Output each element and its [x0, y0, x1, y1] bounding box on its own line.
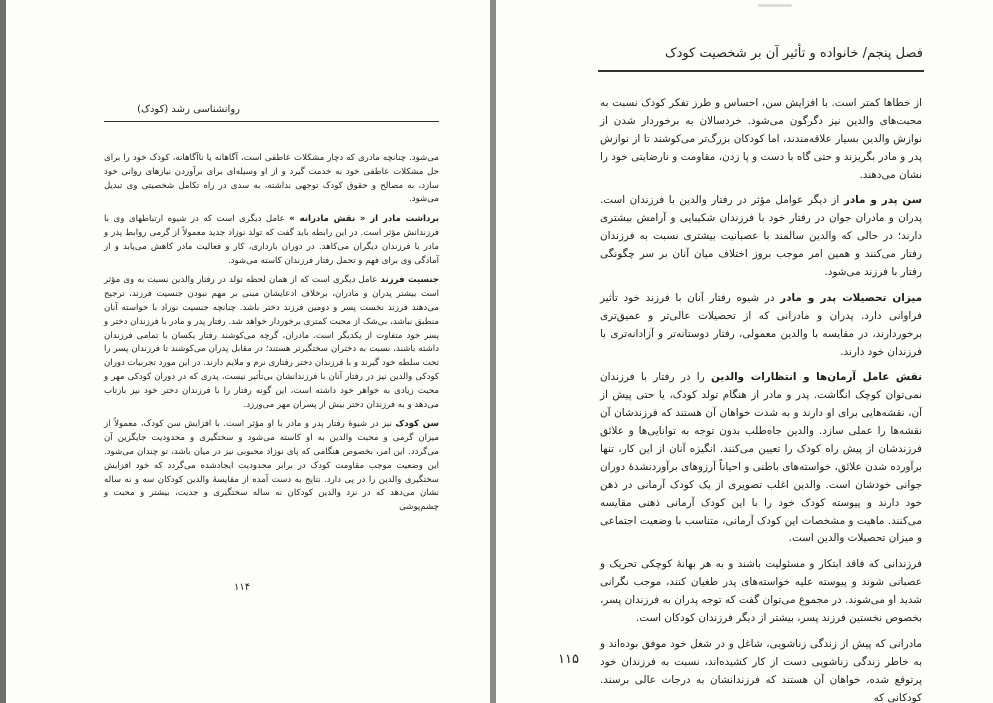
paragraph: سن پدر و مادر از دیگر عوامل مؤثر در رفتار والدین با فرزندان است. پدران و مادران جوان در رفتار خود با فرزندان شکیبایی و آرامش بیشتری دارند؛ در حالی که والدین سالمند با عصبانیت بیشتری نسبت به فرزندان رفتار می‌کنند و همین امر موجب بروز اختلاف میان آنان بر سر چگونگی رفتار با فرزند می‌شود. [600, 194, 922, 279]
paragraph: می‌شود. چنانچه مادری که دچار مشکلات عاطفی است، آگاهانه یا ناآگاهانه، کودک خود را برای حل مشکلات عاطفی خود به خدمت گیرد و از او وسیله‌ای برای برآوردن نیازهای روانی خود سازد، به مصالح و حقوق کودک توجهی نداشته، به سدی در راه تکامل شخصیتی وی تبدیل می‌شود. [104, 153, 439, 205]
paragraph: میزان تحصیلات پدر و مادر در شیوه رفتار آنان با فرزند خود تأثیر فراوانی دارد. پدران و مادرانی که از تحصیلات عالی‌تر و عمیق‌تری برخوردارند، در مقایسه با والدین معمولی، رفتار دوستانه‌تر و آزادانه‌تری با فرزندان خود دارند. [600, 291, 923, 358]
left-running-header: روانشناسی رشد (کودک) [137, 104, 240, 115]
right-header-rule [598, 70, 924, 72]
paragraph: مادرانی که پیش از زندگی زناشویی، شاغل و در شغل خود موفق بوده‌اند و به خاطر زندگی زناشویی دست از کار کشیده‌اند، نسبت به فرزندان خود پرتوقع شده، خواهان آن هستند که فرزندانشان به درجات عالی برسند. کودکانی که [600, 637, 922, 703]
right-page [496, 0, 993, 703]
right-body-text [600, 95, 922, 703]
right-running-header: فصل پنجم/ خانواده و تأثیر آن بر شخصیت کودک [665, 46, 923, 61]
paragraph: از خطاها کمتر است. با افزایش سن، احساس و طرز تفکر کودک نسبت به محبت‌های والدین نیز دگرگون می‌شود. خردسالان به برخوردار شدن از نوازش والدین بسیار علاقه‌مندند، اما کودکان بزرگ‌تر می‌کوشند تا از نوازش پدر و مادر بگریزند و حتی گاه با دست و پا زدن، مقاومت و نارضایتی خود را نشان می‌دهند. [600, 97, 922, 181]
left-page [6, 0, 490, 703]
left-header-rule [104, 121, 439, 122]
scan-mark [758, 4, 792, 7]
paragraph: نقش عامل آرمان‌ها و انتظارات والدین را در رفتار با فرزندان نمی‌توان کوچک انگاشت. پدر و مادر از هنگام تولد کودک، یا حتی پیش از آن، نقشه‌هایی برای او دارند و به شدت خواهان آن هستند که فرزندشان آن نقشه‌ها را عملی سازد. والدین جاه‌طلب بدون توجه به توانایی‌ها و علائق فرزندشان از پیش راه کودک را تعیین می‌کنند. انگیزه آنان از این کار، تنها برآورده شدن علائق، خواسته‌های باطنی و احیاناً آرزوهای برآوردنشدهٔ دوران جوانی خودشان است. والدین اغلب تصویری از یک کودک آرمانی در ذهن خود دارند و پیوسته کودک خود را با این کودک آرمانی ذهنی مقایسه می‌کنند. ماهیت و مشخصات این کودک آرمانی، متناسب با وضعیت اجتماعی و میزان تحصیلات والدین است. [600, 371, 922, 545]
paragraph: برداشت مادر از « نقش مادرانه » عامل دیگری است که در شیوه ارتباطهای وی با فرزندانش مؤثر است. در این رابطه باید گفت که تولد نوزاد جدید معمولاً از گرمی روابط پدر و مادر با فرزندان دیگران می‌کاهد. در دوران بارداری، کار و فعالیت مادر کاهش می‌یابد و از آمادگی وی برای فهم و تحمل رفتار فرزندان کاسته می‌شود. [104, 214, 439, 266]
paragraph: سن کودک نیز در شیوهٔ رفتار پدر و مادر با او مؤثر است. با افزایش سن کودک، معمولاً از میزان گرمی و محبت والدین به او کاسته می‌شود و سختگیری و محدودیت جایگزین آن می‌گردد. این امر، بخصوص هنگامی که پای نوزاد محبوبی نیز در میان باشد، تو چندان می‌شود. این وضعیت موجب مقاومت کودک در برابر محدودیت ایجادشده می‌گردد که خود افزایش سختگیری والدین را در پی دارد. نتایج به دست آمده از مقایسهٔ والدین کودکان سه و نه ساله نشان می‌دهد که در نزد والدین کودکان نه ساله سختگیری و جدیت، بیشتر و محبت و چشم‌پوشی [104, 419, 439, 513]
right-page-number: ۱۱۵ [558, 652, 579, 667]
paragraph: جنسیت فرزند عامل دیگری است که از همان لحظه تولد در رفتار والدین نسبت به وی مؤثر است بیشتر پدران و مادران، برخلاف ادعایشان مبنی بر مهم نبودن جنسیت فرزند، ترجیح می‌دهند فرزند نخست پسر و دومین فرزند دختر باشد. چنانچه جنسیت نوزاد با خواسته آنان منطبق نباشد، بی‌شک از محبت کمتری برخوردار خواهد شد. رفتار پدر و مادر با فرزندان دختر و پسر خود متفاوت از یکدیگر است. مادران، گرچه می‌کوشند رفتار یکسان با تمامی فرزندان داشته باشند، نسبت به دختران سختگیرتر هستند؛ در مقابل پدران می‌کوشند تا فرزندان پسر را تحت سلطه خود گیرند و با فرزندان دختر رفتاری نرم و ملایم دارند. در این مورد تجربیات دوران کودکی والدین نیز در رفتار آنان با فرزندانشان بی‌تأثیر نیست، پدری که در دوران کودکی مهر و محبت زیادی به خواهر خود داشته است، این گونه رفتار را با فرزندان دختر خود نیز بازتاب می‌دهد و به فرزندان دختر بیش از پسران مهر می‌ورزد. [104, 275, 439, 410]
paragraph: فرزندانی که فاقد ابتکار و مسئولیت باشند و به هر بهانهٔ کوچکی تحریک و عصبانی شوند و پیوسته علیه خواسته‌های پدر طغیان کنند، موجب نگرانی شدید او می‌شوند. در مجموع می‌توان گفت که توجه پدران به فرزندان پسر، بخصوص نخستین فرزند پسر، بیشتر از دیگر فرزندان کودکان است. [600, 558, 922, 625]
left-page-number: ۱۱۴ [234, 582, 251, 593]
left-body-text [104, 152, 439, 521]
